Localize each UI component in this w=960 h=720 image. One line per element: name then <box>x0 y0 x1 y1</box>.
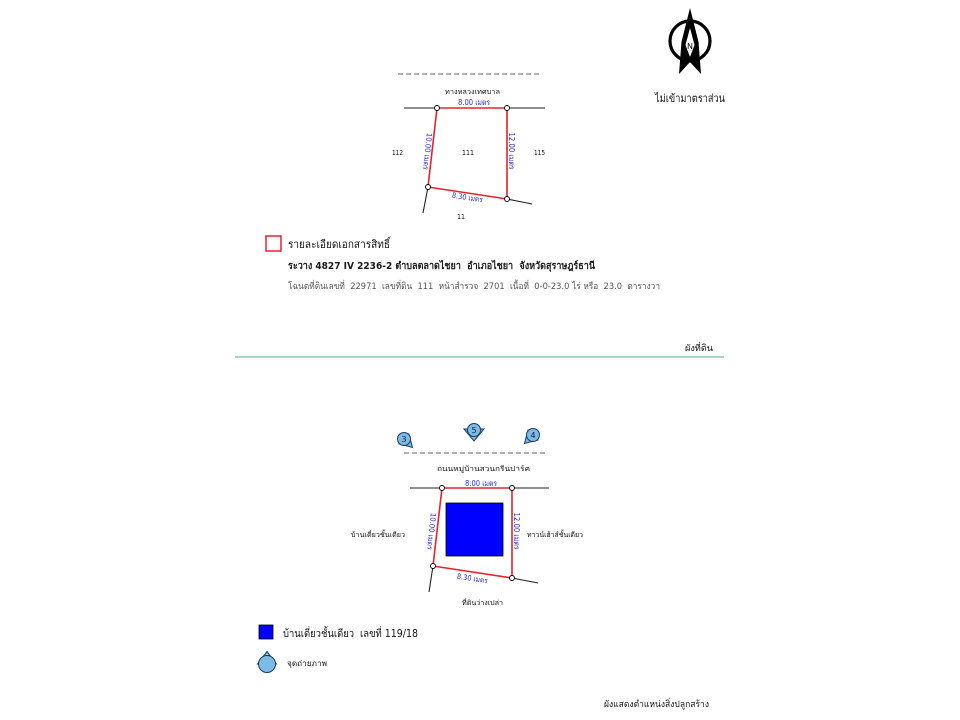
building-front-dimension: 8.00 เมตร <box>465 479 497 488</box>
parcel-left: 112 <box>392 149 403 157</box>
parcel-right: 115 <box>534 149 545 157</box>
boundary-vertex <box>431 564 436 569</box>
boundary-vertex <box>505 197 510 202</box>
photo-point-legend-label: จุดถ่ายภาพ <box>287 659 327 668</box>
neighbor-left: บ้านเดี่ยวชั้นเดียว <box>351 531 404 539</box>
deed-legend-title: รายละเอียดเอกสารสิทธิ์ <box>288 238 400 251</box>
photo-point-number: 3 <box>401 435 407 444</box>
parcel-rear: 11 <box>457 213 465 221</box>
land-rear-dimension: 8.30 เมตร <box>451 190 488 205</box>
boundary-vertex <box>510 486 515 491</box>
parcel-subject: 111 <box>462 149 474 157</box>
photo-point-number: 4 <box>530 431 536 440</box>
building-rear-dimension: 8.30 เมตร <box>456 571 493 586</box>
photo-point-number: 5 <box>471 426 477 435</box>
neighbor-rear: ที่ดินว่างเปล่า <box>462 599 503 607</box>
boundary-vertex <box>510 576 515 581</box>
scale-note: ไม่เข้ามาตราส่วน <box>654 92 726 105</box>
land-left-dimension: 10.00 เมตร <box>420 132 434 174</box>
boundary-vertex <box>426 185 431 190</box>
building-plan-caption: ผังแสดงตำแหน่งสิ่งปลูกสร้าง <box>604 700 715 710</box>
building-footprint <box>446 503 503 556</box>
land-road-name: ทางหลวงเทศบาล <box>445 88 500 96</box>
building-right-dimension: 12.00 เมตร <box>512 512 521 553</box>
building-road-name: ถนนหมู่บ้านสวนกรีนปาร์ค <box>437 465 531 473</box>
land-right-dimension: 12.00 เมตร <box>507 132 516 173</box>
land-plan-caption: ผังที่ดิน <box>685 344 713 354</box>
north-letter: N <box>687 42 693 51</box>
deed-location-line: ระวาง 4827 IV 2236-2 ตำบลตลาดไชยา อำเภอไชยา จังหวัดสุราษฎร์ธานี <box>288 261 629 272</box>
neighbor-right: ทาวน์เฮ้าส์ชั้นเดียว <box>527 531 584 539</box>
land-front-dimension: 8.00 เมตร <box>458 98 490 107</box>
photo-point-legend-circle <box>259 656 276 673</box>
boundary-vertex <box>440 486 445 491</box>
boundary-vertex <box>505 106 510 111</box>
boundary-vertex <box>435 106 440 111</box>
building-left-dimension: 10.00 เมตร <box>424 512 438 554</box>
deed-details-line: โฉนดที่ดินเลขที่ 22971 เลขที่ดิน 111 หน้าสำรวจ 2701 เนื้อที่ 0-0-23.0 ไร่ หรือ 23.0 ตารางวา <box>288 282 691 292</box>
building-legend-label: บ้านเดี่ยวชั้นเดียว เลขที่ 119/18 <box>283 628 434 640</box>
building-legend-swatch <box>259 625 273 639</box>
